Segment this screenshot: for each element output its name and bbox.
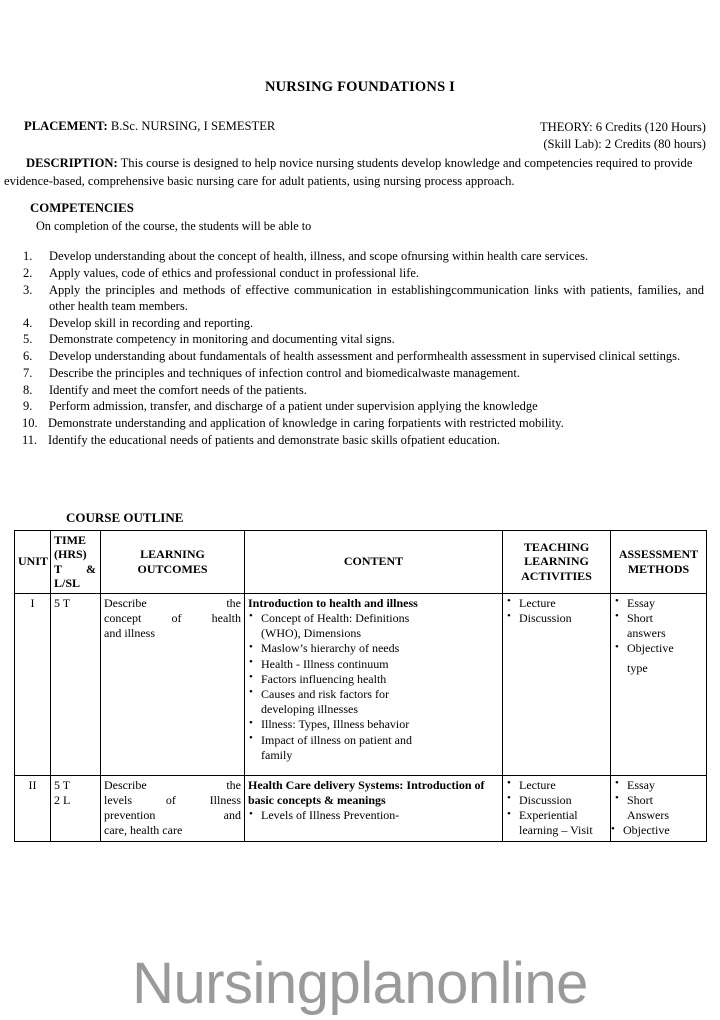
competency-text: Perform admission, transfer, and discharge of a patient under supervision applying the knowledge <box>49 399 538 414</box>
competency-item <box>22 331 704 347</box>
time-line: 2 L <box>54 792 71 807</box>
competency-item <box>22 248 704 264</box>
bullet-list <box>614 778 703 839</box>
bullet-item <box>248 717 499 732</box>
competency-item <box>22 415 704 431</box>
bullet-item <box>248 687 499 717</box>
bullet-continuation: family <box>261 747 293 762</box>
competencies-list <box>22 248 704 449</box>
competency-item <box>22 365 704 381</box>
bullet-text: Concept of Health: Definitions <box>261 610 410 625</box>
bullet-item <box>248 611 499 641</box>
bullet-text: Impact of illness on patient and <box>261 732 412 747</box>
bullet-item <box>506 793 607 808</box>
competency-item <box>22 432 704 448</box>
column-header-unit: UNIT <box>15 531 51 594</box>
bullet-item <box>248 808 499 823</box>
bullet-item <box>506 596 607 611</box>
placement-label: PLACEMENT: <box>24 119 108 133</box>
learning-outcome-line: levels of Illness <box>104 792 241 807</box>
competency-item <box>22 282 704 315</box>
credits-block <box>540 119 706 154</box>
bullet-item <box>248 641 499 656</box>
competency-text: Demonstrate understanding and application of knowledge in caring forpatients with restricted mobility. <box>48 416 564 430</box>
bullet-item <box>614 641 703 675</box>
cell-time <box>51 775 101 841</box>
bullet-list <box>248 611 499 763</box>
competencies-subtitle: On completion of the course, the students will be able to <box>36 219 312 233</box>
tla-header-line1: TEACHING <box>523 539 590 554</box>
bullet-item <box>614 611 703 641</box>
bullet-text: Essay <box>627 595 655 610</box>
bullet-item <box>614 778 703 793</box>
bullet-text: Factors influencing health <box>261 671 387 686</box>
bullet-text: Lecture <box>519 595 556 610</box>
cell-assessment-methods <box>611 593 707 775</box>
competency-number: 2. <box>23 265 33 280</box>
competency-text: Develop understanding about the concept of health, illness, and scope ofnursing within health care services. <box>49 249 589 263</box>
competencies-heading: COMPETENCIES <box>30 201 134 215</box>
bullet-text: Objective <box>627 641 674 656</box>
bullet-item <box>248 733 499 763</box>
course-outline-table <box>14 530 707 842</box>
bullet-text: Objective <box>623 823 670 838</box>
bullet-list <box>614 596 703 676</box>
competency-number: 6. <box>23 349 33 363</box>
competency-number: 5. <box>23 332 33 347</box>
competency-number: 4. <box>23 315 33 330</box>
cell-unit: I <box>15 593 51 775</box>
watermark: Nursingplanonline <box>132 951 588 1016</box>
cell-assessment-methods <box>611 775 707 841</box>
competency-number: 11. <box>22 432 38 447</box>
cell-content <box>245 593 503 775</box>
time-header-line1: TIME <box>54 533 87 547</box>
bullet-continuation: Answers <box>627 808 669 823</box>
column-header-learning-outcomes <box>101 531 245 594</box>
competency-text: Demonstrate competency in monitoring and documenting vital signs. <box>49 332 395 347</box>
bullet-text: Essay <box>627 777 655 792</box>
competency-item <box>22 382 704 398</box>
competency-item <box>22 398 704 414</box>
competency-number: 3. <box>23 282 33 297</box>
bullet-item <box>506 611 607 626</box>
learning-outcome-line: care, health care <box>104 822 183 837</box>
competency-text: Apply the principles and methods of effective communication in establishingcommunication links with patients, families, and other health team members. <box>49 282 704 313</box>
bullet-text: Levels of Illness Prevention- <box>261 808 400 823</box>
tla-header-line2: LEARNING <box>524 554 589 569</box>
cell-learning-outcomes <box>101 593 245 775</box>
competency-text: Identify and meet the comfort needs of the patients. <box>49 382 307 397</box>
bullet-continuation: type <box>627 660 648 675</box>
am-header-line1: ASSESSMENT <box>618 547 699 562</box>
lo-header-line2: OUTCOMES <box>137 561 208 576</box>
bullet-item <box>614 596 703 611</box>
bullet-text: Discussion <box>519 792 572 807</box>
bullet-text: Illness: Types, Illness behavior <box>261 717 410 732</box>
competency-text: Identify the educational needs of patients and demonstrate basic skills ofpatient education. <box>48 432 500 447</box>
competency-number: 8. <box>23 382 33 397</box>
time-header-line2: (HRS) <box>54 547 87 562</box>
time-header-t: T <box>54 561 63 576</box>
competency-item <box>22 265 704 281</box>
competency-item <box>22 315 704 331</box>
bullet-text: Health - Illness continuum <box>261 656 389 671</box>
learning-outcome-line: Describe the <box>104 777 241 792</box>
bullet-continuation: (WHO), Dimensions <box>261 626 361 641</box>
cell-teaching-learning-activities <box>503 593 611 775</box>
bullet-text: Short <box>627 792 654 807</box>
placement-value: B.Sc. NURSING, I SEMESTER <box>107 119 276 133</box>
bullet-continuation: developing illnesses <box>261 702 358 717</box>
bullet-item <box>248 672 499 687</box>
competency-number: 10. <box>22 416 38 430</box>
competency-text: Apply values, code of ethics and professional conduct in professional life. <box>49 265 420 280</box>
competency-text: Describe the principles and techniques of infection control and biomedicalwaste management. <box>49 365 521 380</box>
time-header-amp: & <box>86 561 96 576</box>
bullet-text: Experiential <box>519 808 578 823</box>
skill-lab-credits-line: (Skill Lab): 2 Credits (80 hours) <box>543 137 706 152</box>
bullet-text: Causes and risk factors for <box>261 686 389 701</box>
bullet-item <box>610 823 699 838</box>
bullet-text: Short <box>627 610 654 625</box>
bullet-item <box>248 657 499 672</box>
column-header-teaching-learning-activities <box>503 531 611 594</box>
competency-number: 1. <box>23 249 33 263</box>
learning-outcome-line: Describe the <box>104 595 241 610</box>
time-line: 5 T <box>54 777 71 792</box>
content-title: Introduction to health and illness <box>248 595 418 610</box>
cell-unit: II <box>15 775 51 841</box>
time-header-lsl: L/SL <box>54 576 81 591</box>
bullet-list <box>506 596 607 626</box>
table-row <box>15 775 707 841</box>
column-header-content: CONTENT <box>245 531 503 594</box>
am-header-line2: METHODS <box>627 561 690 576</box>
table-row <box>15 593 707 775</box>
description-label: DESCRIPTION: <box>26 156 118 170</box>
table-header-row <box>15 531 707 594</box>
cell-content <box>245 775 503 841</box>
bullet-list <box>248 808 499 823</box>
description-text: This course is designed to help novice nursing students develop knowledge and competencies required to provide evidence-based, comprehensive basic nursing care for adult patients, using nursing process approach. <box>4 156 693 188</box>
tla-header-line3: ACTIVITIES <box>521 569 592 584</box>
learning-outcome-line: and illness <box>104 625 155 640</box>
cell-learning-outcomes <box>101 775 245 841</box>
learning-outcome-line: prevention and <box>104 807 241 822</box>
theory-credits-line: THEORY: 6 Credits (120 Hours) <box>539 120 706 134</box>
description-paragraph <box>4 155 706 191</box>
learning-outcome-line: concept of health <box>104 610 241 625</box>
bullet-item <box>614 793 703 823</box>
bullet-list <box>506 778 607 839</box>
content-title: Health Care delivery Systems: Introduction of basic concepts & meanings <box>248 777 485 807</box>
bullet-continuation: answers <box>627 626 666 641</box>
bullet-text: Maslow’s hierarchy of needs <box>261 641 400 656</box>
cell-time <box>51 593 101 775</box>
bullet-text: Discussion <box>519 610 572 625</box>
competency-number: 9. <box>23 399 33 414</box>
placement-left <box>24 119 275 134</box>
column-header-assessment-methods <box>611 531 707 594</box>
bullet-text: Lecture <box>519 777 556 792</box>
competency-number: 7. <box>23 365 33 380</box>
cell-teaching-learning-activities <box>503 775 611 841</box>
bullet-item <box>506 808 607 838</box>
lo-header-line1: LEARNING <box>140 547 205 562</box>
course-outline-heading: COURSE OUTLINE <box>66 510 184 525</box>
placement-row <box>24 119 706 154</box>
bullet-item <box>506 778 607 793</box>
page-title: NURSING FOUNDATIONS I <box>264 79 456 95</box>
column-header-time <box>51 531 101 594</box>
competency-text: Develop skill in recording and reporting. <box>49 315 254 330</box>
time-line: 5 T <box>54 595 71 610</box>
competency-item <box>22 348 704 364</box>
competency-text: Develop understanding about fundamentals of health assessment and performhealth assessment in supervised clinical settings. <box>49 349 681 363</box>
bullet-continuation: learning – Visit <box>519 823 593 838</box>
